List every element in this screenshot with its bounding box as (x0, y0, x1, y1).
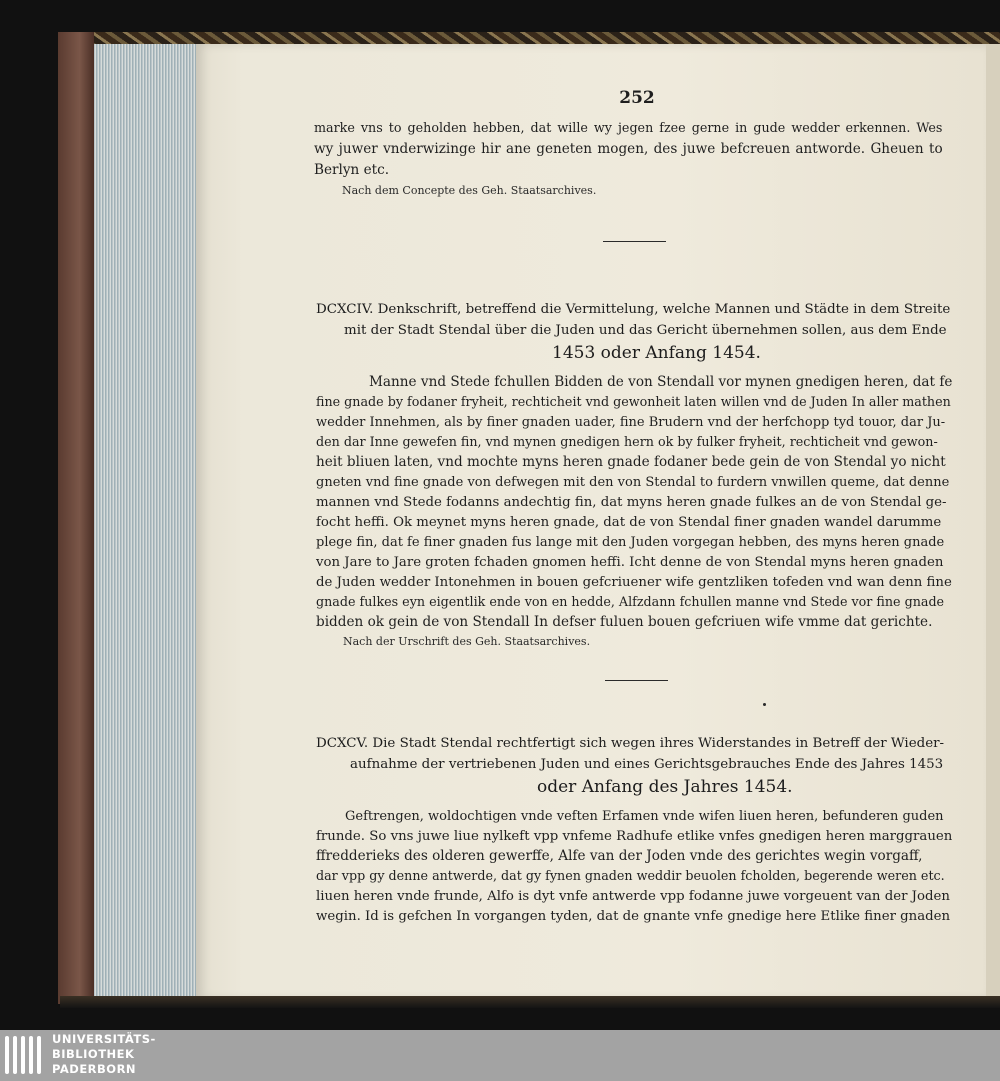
body-line: mannen vnd Stede fodanns andechtig fin, dat myns heren gnade fulkes an de von Stendal ge- (316, 495, 947, 510)
section-heading-line: aufnahme der vertriebenen Juden und eines Gerichtsgebrauches Ende des Jahres 1453 (350, 757, 944, 772)
body-line: plege fin, dat fe finer gnaden fus lange mit den Juden vorgegan hebben, des myns heren gnade (316, 535, 945, 550)
page-number: 252 (619, 88, 655, 108)
body-line: frunde. So vns juwe liue nylkeft vpp vnfeme Radhufe etlike vnfes gnedigen heren marggrauen (316, 829, 953, 844)
library-name-line: BIBLIOTHEK (52, 1047, 135, 1061)
section-divider (605, 680, 668, 681)
body-line: ffredderieks des olderen gewerffe, Alfe van der Joden vnde des gerichtes wegin vorgaff, (316, 848, 923, 864)
body-line: wedder Innehmen, als by finer gnaden uader, fine Brudern vnd der herfchopp tyd touor, dar Ju- (316, 415, 946, 430)
body-line: focht heffi. Ok meynet myns heren gnade, dat de von Stendal finer gnaden wandel darumme (316, 515, 942, 530)
page-edges (94, 44, 201, 996)
library-name-line: PADERBORN (52, 1062, 137, 1076)
body-line: gneten vnd fine gnade von defwegen mit den von Stendal to furdern vnwillen queme, dat denne (316, 475, 950, 490)
body-line: dar vpp gy denne antwerde, dat gy fynen gnaden weddir beuolen fcholden, begerende weren etc. (316, 868, 945, 883)
bottom-shadow (60, 996, 1000, 1008)
body-line: gnade fulkes eyn eigentlik ende von en hedde, Alfzdann fchullen manne vnd Stede vor fine gnade (316, 594, 945, 609)
section-heading-line: mit der Stadt Stendal über die Juden und das Gericht übernehmen sollen, aus dem Ende (344, 323, 947, 338)
body-line: liuen heren vnde frunde, Alfo is dyt vnfe antwerde vpp fodanne juwe vorgeuent van der Joden (316, 889, 950, 904)
section-heading-line: DCXCV. Die Stadt Stendal rechtfertigt sich wegen ihres Widerstandes in Betreff der Wieder- (316, 736, 945, 751)
section-heading-line: oder Anfang des Jahres 1454. (537, 777, 793, 797)
library-footer (0, 1030, 1000, 1081)
intro-source-note: Nach dem Concepte des Geh. Staatsarchives. (342, 184, 597, 197)
next-page-edge (986, 44, 1000, 999)
body-line: wegin. Id is gefchen In vorgangen tyden, dat de gnante vnfe gnedige here Etlike finer gnaden (316, 909, 951, 924)
intro-line: wy juwer vnderwizinge hir ane geneten mogen, des juwe befcreuen antworde. Gheuen to (314, 141, 943, 157)
section-heading-line: 1453 oder Anfang 1454. (552, 343, 761, 363)
intro-line: Berlyn etc. (314, 162, 390, 178)
body-line: bidden ok gein de von Stendall In defser fuluen bouen gefcriuen wife vmme dat gerichte. (316, 614, 933, 630)
intro-line: marke vns to geholden hebben, dat wille wy jegen fzee gerne in gude wedder erkennen. Wes (314, 120, 943, 135)
book-spine (58, 32, 94, 1004)
body-line: den dar Inne gewefen fin, vnd mynen gnedigen hern ok by fulker fryheit, rechticheit vnd gewon- (316, 434, 938, 449)
body-line: heit bliuen laten, vnd mochte myns heren gnade fodaner bede gein de von Stendal yo nicht (316, 454, 946, 470)
library-logo-icon (4, 1036, 44, 1076)
body-line: Geftrengen, woldochtigen vnde veften Erfamen vnde wifen liuen heren, befunderen guden (345, 809, 944, 824)
body-line: fine gnade by fodaner fryheit, rechticheit vnd gewonheit laten willen vnd de Juden In aller mathen (316, 394, 951, 409)
body-line: von Jare to Jare groten fchaden gnomen heffi. Icht denne de von Stendal myns heren gnaden (316, 555, 944, 570)
page-speck (763, 703, 766, 706)
body-line: de Juden wedder Intonehmen in bouen gefcriuener wife gentzliken tofeden vnd wan denn fine (316, 575, 952, 590)
section-divider (603, 241, 666, 242)
section-source-note: Nach der Urschrift des Geh. Staatsarchives. (343, 635, 591, 648)
body-line: Manne vnd Stede fchullen Bidden de von Stendall vor mynen gnedigen heren, dat fe (369, 374, 953, 390)
section-heading-line: DCXCIV. Denkschrift, betreffend die Vermittelung, welche Mannen und Städte in dem Streite (316, 302, 951, 317)
library-name-line: UNIVERSITÄTS- (52, 1032, 156, 1046)
